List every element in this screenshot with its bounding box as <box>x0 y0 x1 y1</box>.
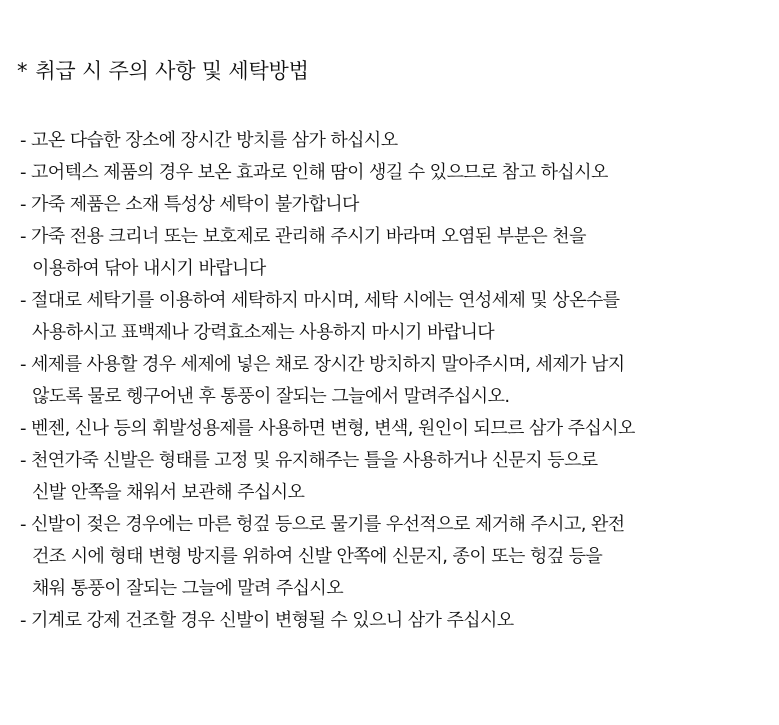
instruction-line: - 천연가죽 신발은 형태를 고정 및 유지해주는 틀을 사용하거나 신문지 등으로 <box>20 450 598 471</box>
notice-title <box>17 57 309 85</box>
instruction-item <box>20 221 770 285</box>
notice-title-text: 취급 시 주의 사항 및 세탁방법 <box>35 59 309 83</box>
instruction-item <box>20 445 770 509</box>
instruction-line: - 기계로 강제 건조할 경우 신발이 변형될 수 있으니 삼가 주십시오 <box>20 610 514 631</box>
instruction-item <box>20 605 770 637</box>
instruction-list <box>20 125 770 637</box>
instruction-line-continued: 채워 통풍이 잘되는 그늘에 말려 주십시오 <box>32 578 344 599</box>
instruction-line: - 고어텍스 제품의 경우 보온 효과로 인해 땀이 생길 수 있으므로 참고 하십시오 <box>20 162 608 183</box>
instruction-line: - 절대로 세탁기를 이용하여 세탁하지 마시며, 세탁 시에는 연성세제 및 상온수를 <box>20 290 620 311</box>
asterisk-marker: * <box>17 59 28 83</box>
instruction-line-continued: 이용하여 닦아 내시기 바랍니다 <box>32 258 266 279</box>
instruction-line: - 신발이 젖은 경우에는 마른 헝겊 등으로 물기를 우선적으로 제거해 주시고, 완전 <box>20 514 625 535</box>
instruction-line-continued: 신발 안쪽을 채워서 보관해 주십시오 <box>32 482 305 503</box>
instruction-item <box>20 125 770 157</box>
instruction-item <box>20 509 770 605</box>
instruction-item <box>20 285 770 349</box>
instruction-item <box>20 413 770 445</box>
instruction-line: - 가죽 전용 크리너 또는 보호제로 관리해 주시기 바라며 오염된 부분은 천을 <box>20 226 586 247</box>
instruction-item <box>20 189 770 221</box>
instruction-line: - 벤젠, 신나 등의 휘발성용제를 사용하면 변형, 변색, 원인이 되므르 삼가 주십시오 <box>20 418 635 439</box>
instruction-line-continued: 않도록 물로 헹구어낸 후 통풍이 잘되는 그늘에서 말려주십시오. <box>32 386 510 407</box>
instruction-line-continued: 건조 시에 형태 변형 방지를 위하여 신발 안쪽에 신문지, 종이 또는 헝겊 등을 <box>32 546 603 567</box>
instruction-line: - 가죽 제품은 소재 특성상 세탁이 불가합니다 <box>20 194 359 215</box>
instruction-item <box>20 349 770 413</box>
instruction-line-continued: 사용하시고 표백제나 강력효소제는 사용하지 마시기 바랍니다 <box>32 322 495 343</box>
instruction-item <box>20 157 770 189</box>
instruction-line: - 고온 다습한 장소에 장시간 방치를 삼가 하십시오 <box>20 130 398 151</box>
instruction-line: - 세제를 사용할 경우 세제에 넣은 채로 장시간 방치하지 말아주시며, 세제가 남지 <box>20 354 625 375</box>
